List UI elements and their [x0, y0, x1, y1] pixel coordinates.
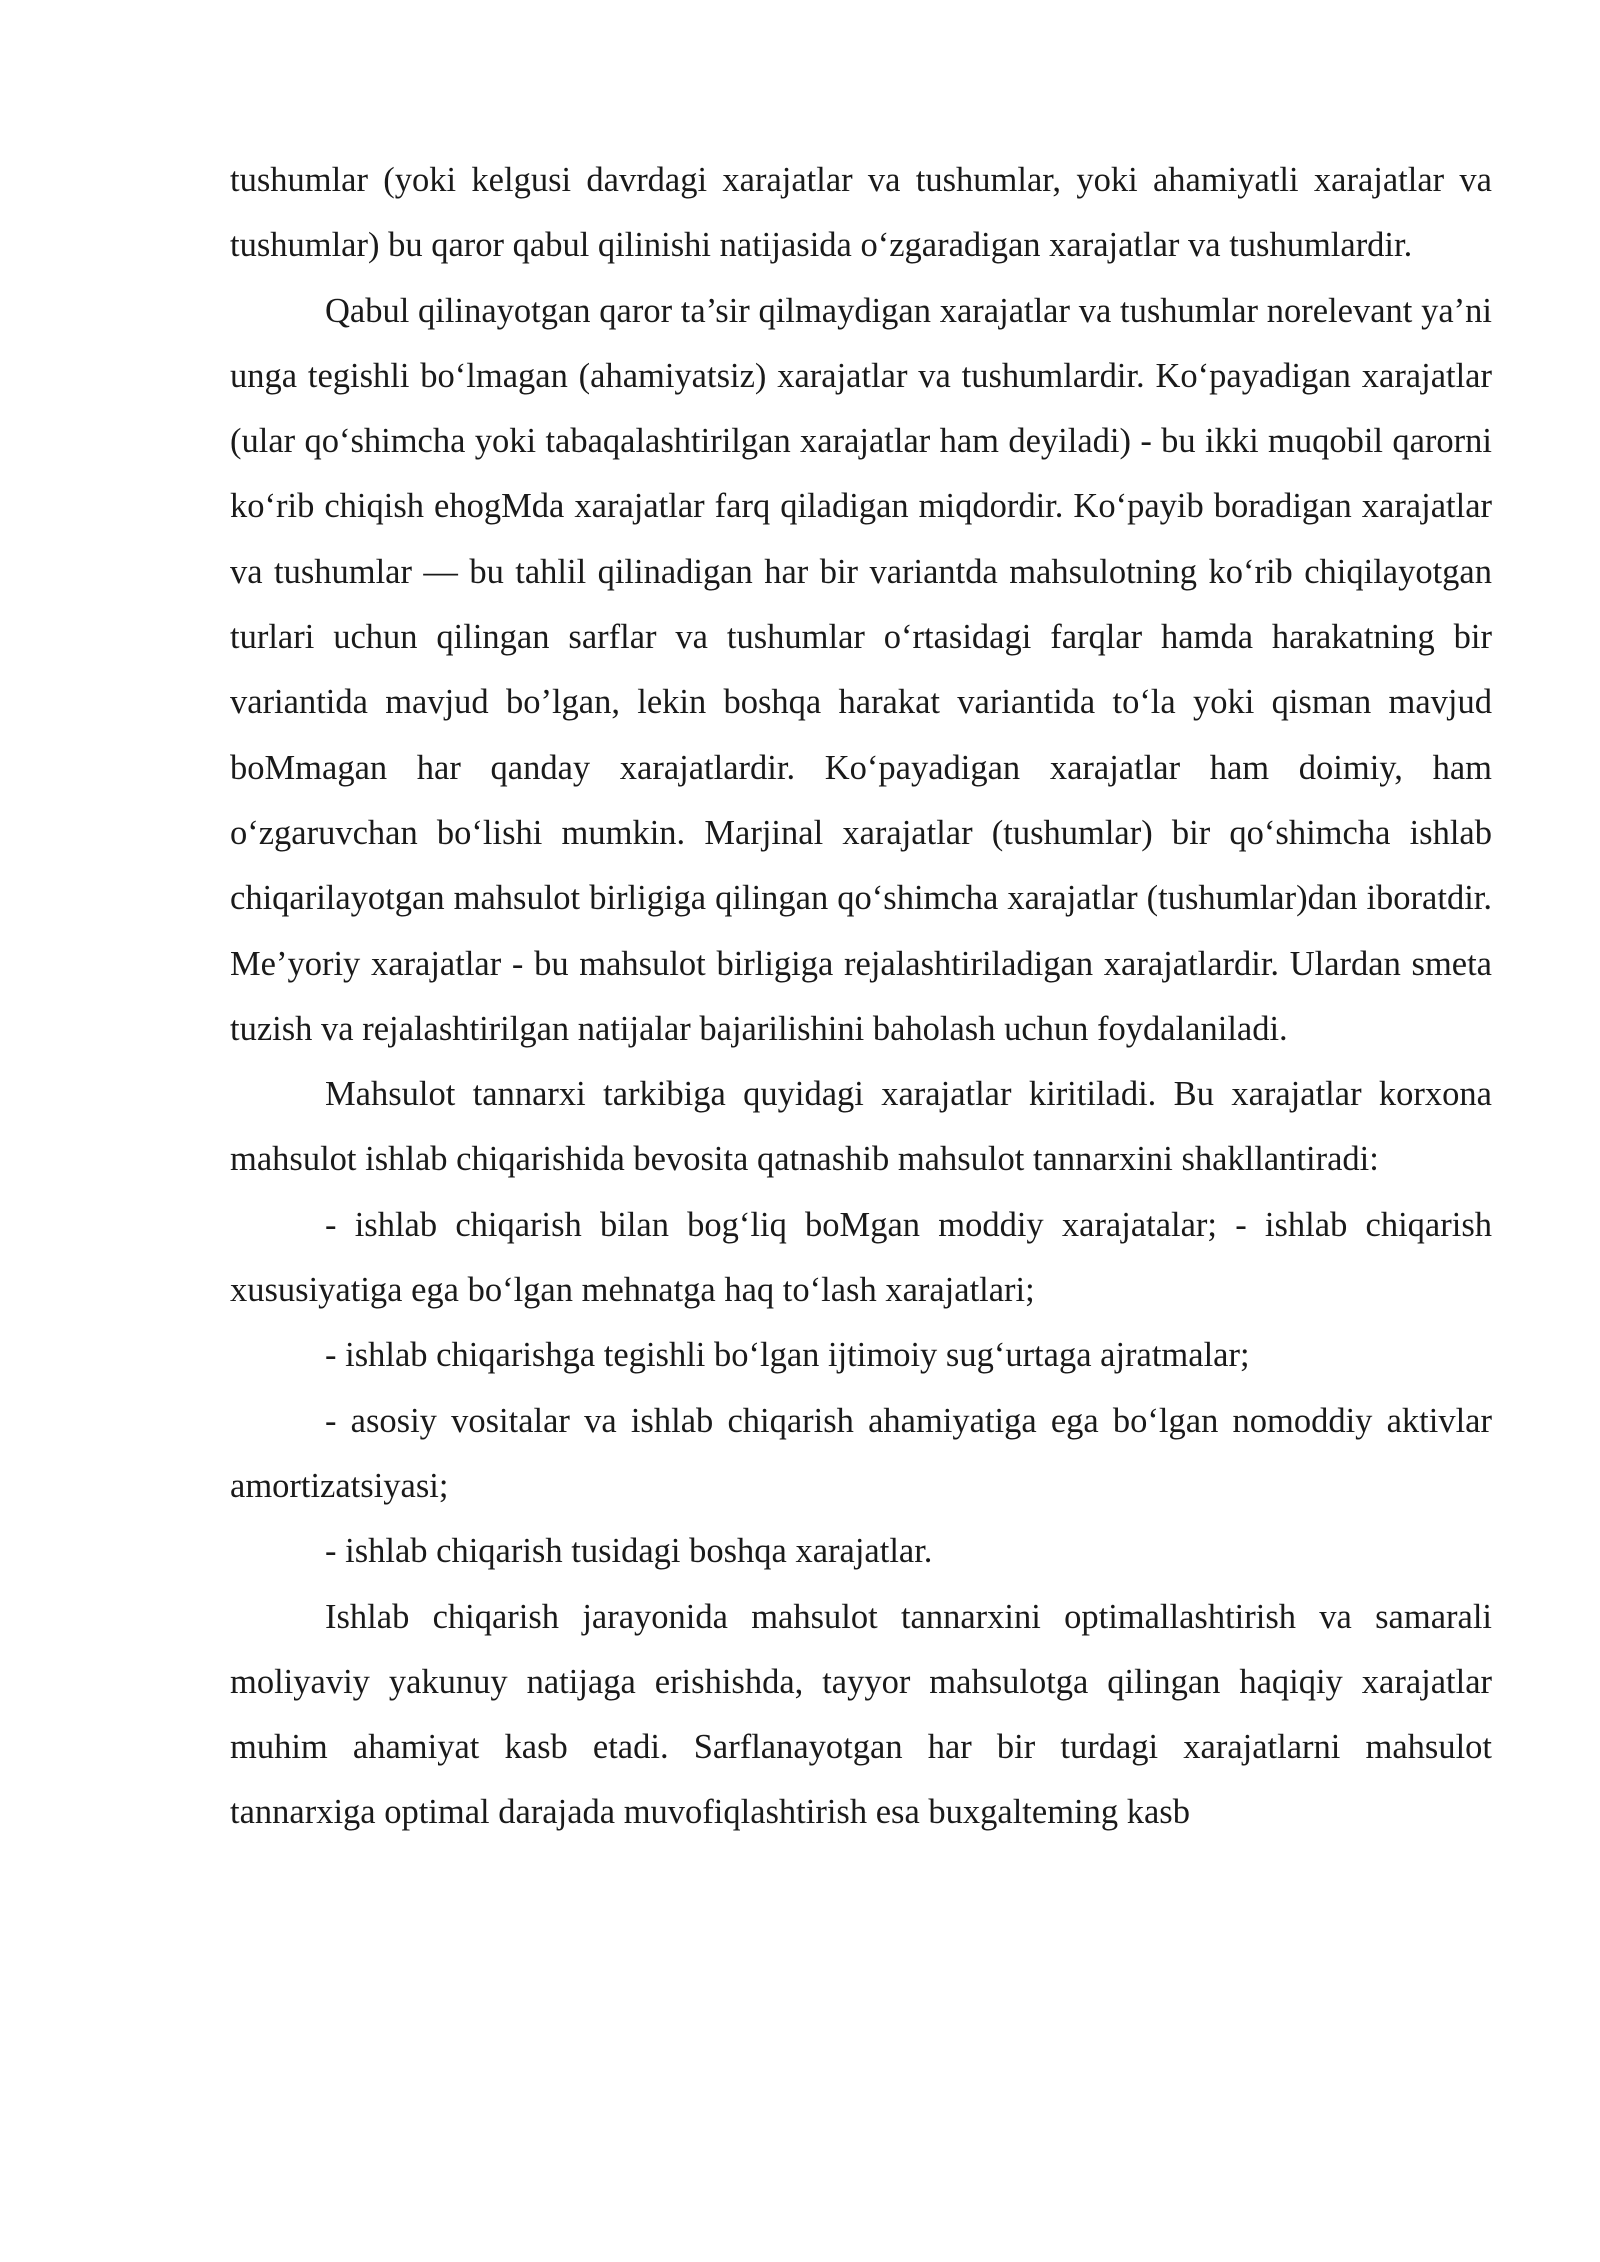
paragraph-relevant-costs: Qabul qilinayotgan qaror ta’sir qilmaydigan xarajatlar va tushumlar norelevant ya’ni unga tegishli bo‘lmagan (ahamiyatsiz) xarajatlar va tushumlardir. Ko‘payadigan xarajatlar (ular qo‘shimcha yoki tabaqalashtirilgan xarajatlar ham deyiladi) - bu ikki muqobil qarorni ko‘rib chiqish ehogMda xarajatlar farq qiladigan miqdordir. Ko‘payib boradigan xarajatlar va tushumlar — bu tahlil qilinadigan har bir variantda mahsulotning ko‘rib chiqilayotgan turlari uchun qilingan sarflar va tushumlar o‘rtasidagi farqlar hamda harakatning bir variantida mavjud bo’lgan, lekin boshqa harakat variantida to‘la yoki qisman mavjud boMmagan har qanday xarajatlardir. Ko‘payadigan xarajatlar ham doimiy, ham o‘zgaruvchan bo‘lishi mumkin. Marjinal xarajatlar (tushumlar) bir qo‘shimcha ishlab chiqarilayotgan mahsulot birligiga qilingan qo‘shimcha xarajatlar (tushumlar)dan iboratdir. Me’yoriy xarajatlar - bu mahsulot birligiga rejalashtiriladigan xarajatlardir. Ulardan smeta tuzish va rejalashtirilgan natijalar bajarilishini baholash uchun foydalaniladi. [230, 291, 1492, 1048]
list-item-other-costs: - ishlab chiqarish tusidagi boshqa xarajatlar. [325, 1532, 933, 1571]
paragraph-cost-composition: Mahsulot tannarxi tarkibiga quyidagi xarajatlar kiritiladi. Bu xarajatlar korxona mahsulot ishlab chiqarishida bevosita qatnashib mahsulot tannarxini shakllantiradi: [230, 1075, 1492, 1179]
list-item-amortization: - asosiy vositalar va ishlab chiqarish ahamiyatiga ega bo‘lgan nomoddiy aktivlar amortizatsiyasi; [230, 1401, 1492, 1505]
list-item-material-labor: - ishlab chiqarish bilan bog‘liq boMgan moddiy xarajatalar; - ishlab chiqarish xususiyatiga ega bo‘lgan mehnatga haq to‘lash xarajatlari; [230, 1205, 1492, 1310]
paragraph-optimization: Ishlab chiqarish jarayonida mahsulot tannarxini optimallashtirish va samarali moliyaviy yakunuy natijaga erishishda, tayyor mahsulotga qilingan haqiqiy xarajatlar muhim ahamiyat kasb etadi. Sarflanayotgan har bir turdagi xarajatlarni mahsulot tannarxiga optimal darajada muvofiqlashtirish esa buxgalteming kasb [230, 1597, 1492, 1832]
body-text [230, 148, 1492, 1846]
paragraph-continuation: tushumlar (yoki kelgusi davrdagi xarajatlar va tushumlar, yoki ahamiyatli xarajatlar va tushumlar) bu qaror qabul qilinishi natijasida o‘zgaradigan xarajatlar va tushumlardir. [230, 161, 1492, 265]
list-item-social-insurance: - ishlab chiqarishga tegishli bo‘lgan ijtimoiy sug‘urtaga ajratmalar; [325, 1336, 1250, 1375]
